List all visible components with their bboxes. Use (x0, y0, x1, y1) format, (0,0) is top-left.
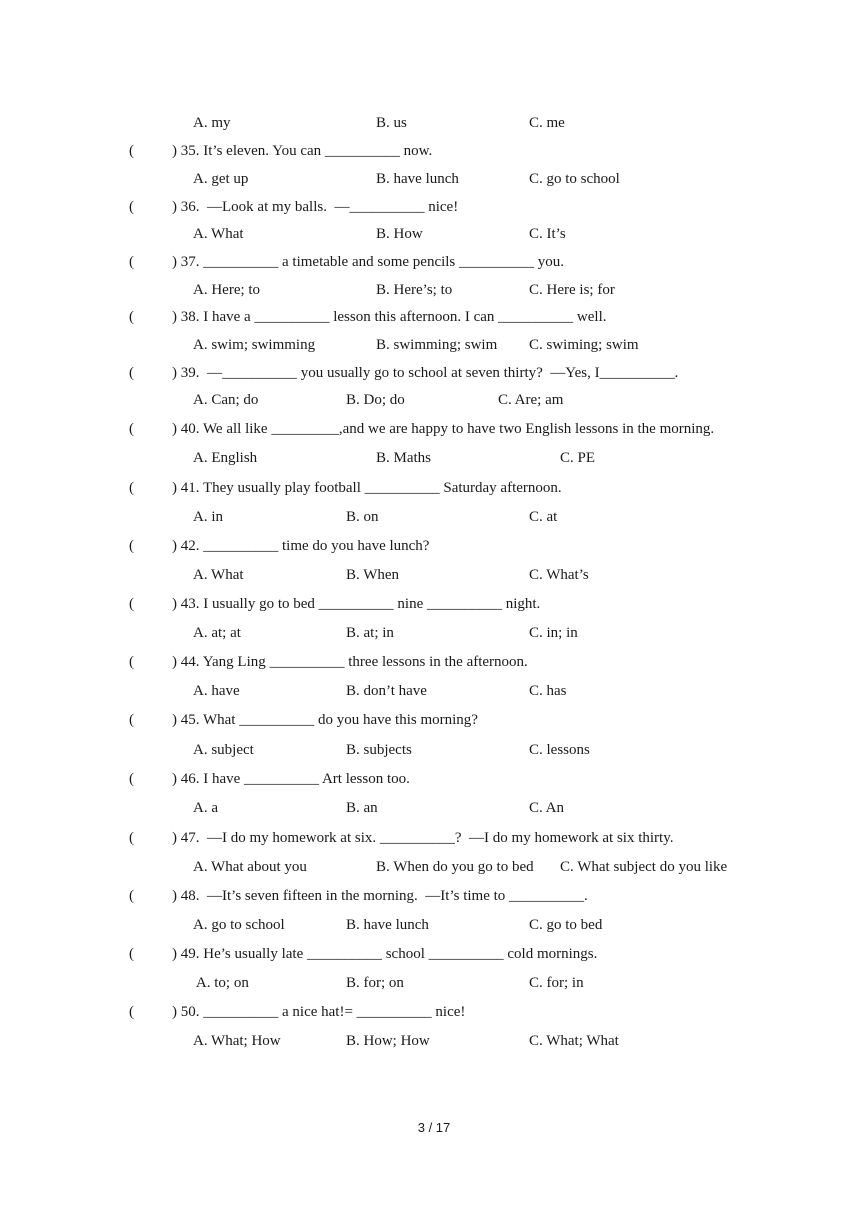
option-b: B. don’t have (346, 683, 427, 699)
option-b: B. an (346, 800, 378, 816)
option-b: B. on (346, 509, 379, 525)
option-a: A. get up (193, 171, 249, 187)
option-b: B. have lunch (346, 917, 429, 933)
option-c: C. at (529, 509, 558, 525)
option-b: B. How (376, 226, 423, 242)
answer-paren: ( (129, 771, 134, 787)
answer-paren: ( (129, 254, 134, 270)
option-a: A. in (193, 509, 223, 525)
question-text: ) 45. What __________ do you have this morning? (172, 712, 478, 728)
option-c: C. Are; am (498, 392, 564, 408)
option-b: B. subjects (346, 742, 412, 758)
option-c: C. What subject do you like (560, 859, 728, 875)
question-text: ) 41. They usually play football __________ Saturday afternoon. (172, 480, 562, 496)
option-b: B. Maths (376, 450, 432, 466)
q34-option-a: A. my (193, 115, 231, 131)
option-a: A. subject (193, 742, 254, 758)
answer-paren: ( (129, 596, 134, 612)
question-text: ) 36. —Look at my balls. —__________ nice! (172, 199, 459, 215)
option-b: B. When do you go to bed (376, 859, 534, 875)
option-a: A. What (193, 226, 244, 242)
question-text: ) 38. I have a __________ lesson this afternoon. I can __________ well. (172, 309, 607, 325)
option-b: B. When (346, 567, 400, 583)
question-text: ) 43. I usually go to bed __________ nine __________ night. (172, 596, 541, 612)
option-c: C. An (529, 800, 565, 816)
answer-paren: ( (129, 143, 134, 159)
question-text: ) 50. __________ a nice hat!= __________ nice! (172, 1004, 466, 1020)
answer-paren: ( (129, 365, 134, 381)
option-a: A. English (193, 450, 258, 466)
answer-paren: ( (129, 309, 134, 325)
option-c: C. lessons (529, 742, 590, 758)
question-text: ) 35. It’s eleven. You can __________ now. (172, 143, 433, 159)
answer-paren: ( (129, 712, 134, 728)
option-a: A. What (193, 567, 244, 583)
question-text: ) 46. I have __________ Art lesson too. (172, 771, 410, 787)
option-a: A. swim; swimming (193, 337, 316, 353)
answer-paren: ( (129, 538, 134, 554)
option-c: C. PE (560, 450, 596, 466)
option-a: A. to; on (193, 975, 249, 991)
answer-paren: ( (129, 830, 134, 846)
question-text: ) 40. We all like _________,and we are happy to have two English lessons in the morning. (172, 421, 715, 437)
answer-paren: ( (129, 654, 134, 670)
answer-paren: ( (129, 946, 134, 962)
option-b: B. swimming; swim (376, 337, 498, 353)
question-text: ) 47. —I do my homework at six. __________? —I do my homework at six thirty. (172, 830, 674, 846)
answer-paren: ( (129, 480, 134, 496)
option-c: C. swiming; swim (529, 337, 639, 353)
option-a: A. go to school (193, 917, 285, 933)
option-c: C. for; in (529, 975, 584, 991)
answer-paren: ( (129, 1004, 134, 1020)
option-c: C. What’s (529, 567, 589, 583)
option-c: C. It’s (529, 226, 566, 242)
option-b: B. How; How (346, 1033, 430, 1049)
option-c: C. in; in (529, 625, 578, 641)
option-b: B. Here’s; to (376, 282, 453, 298)
answer-paren: ( (129, 888, 134, 904)
option-a: A. What about you (193, 859, 307, 875)
option-b: B. have lunch (376, 171, 459, 187)
q34-option-b: B. us (376, 115, 407, 131)
option-a: A. What; How (193, 1033, 281, 1049)
option-c: C. Here is; for (529, 282, 615, 298)
question-text: ) 37. __________ a timetable and some pencils __________ you. (172, 254, 565, 270)
option-b: B. Do; do (346, 392, 405, 408)
option-c: C. go to bed (529, 917, 603, 933)
option-a: A. a (193, 800, 218, 816)
option-c: C. go to school (529, 171, 620, 187)
answer-paren: ( (129, 199, 134, 215)
option-c: C. has (529, 683, 567, 699)
option-b: B. for; on (346, 975, 404, 991)
option-a: A. Can; do (193, 392, 259, 408)
option-b: B. at; in (346, 625, 394, 641)
question-text: ) 39. —__________ you usually go to school at seven thirty? —Yes, I__________. (172, 365, 679, 381)
option-a: A. Here; to (193, 282, 261, 298)
question-text: ) 48. —It’s seven fifteen in the morning. —It’s time to __________. (172, 888, 588, 904)
question-text: ) 49. He’s usually late __________ school __________ cold mornings. (172, 946, 598, 962)
question-text: ) 44. Yang Ling __________ three lessons in the afternoon. (172, 654, 528, 670)
question-text: ) 42. __________ time do you have lunch? (172, 538, 430, 554)
page-number: 3 / 17 (417, 1120, 451, 1135)
q34-option-c: C. me (529, 115, 565, 131)
option-a: A. at; at (193, 625, 241, 641)
option-a: A. have (193, 683, 240, 699)
answer-paren: ( (129, 421, 134, 437)
option-c: C. What; What (529, 1033, 619, 1049)
